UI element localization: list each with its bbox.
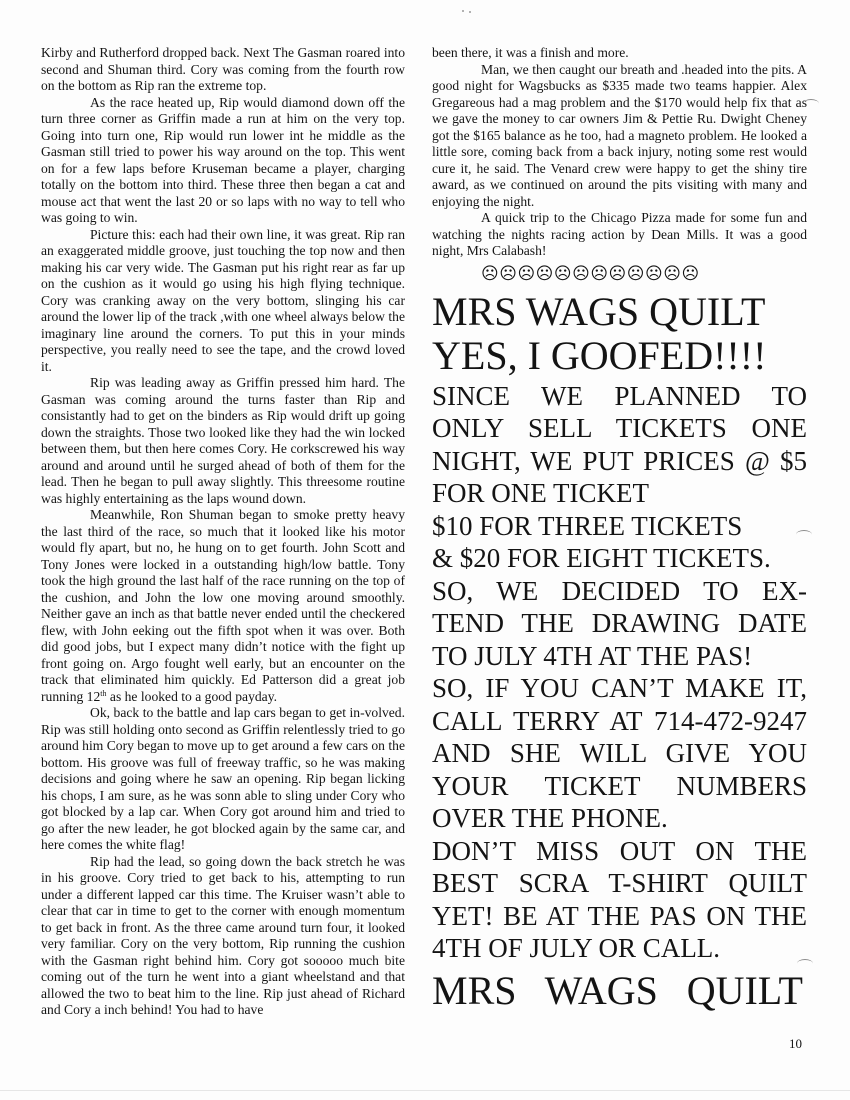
notice-line: & $20 FOR EIGHT TICKETS. <box>432 543 771 573</box>
article-paragraph: Rip was leading away as Griffin pressed him hard. The Gasman was coming around the turns faster than Rip and consistantly had to get on the binders as Rip would drift up going down the straights. Those two looked like they had the win locked between them, but then here comes Cory. He corkscrewed his way around and around until he surged ahead of both of them for the lead. Then he began to pull away slightly. This threesome routine was highly entertaining as the laps wound down. <box>41 375 405 506</box>
quilt-ticket-notice <box>432 380 807 965</box>
notice-line: YET! BE AT THE PAS ON THE <box>432 900 807 931</box>
article-paragraph <box>41 507 405 705</box>
scan-speck <box>469 11 471 13</box>
paragraph-text: as he looked to a good payday. <box>106 688 278 704</box>
ordinal-suffix: th <box>100 688 107 698</box>
paper-edge-mark <box>796 530 812 539</box>
quilt-headline: MRS WAGS QUILT <box>432 288 766 334</box>
notice-line: TEND THE DRAWING DATE <box>432 608 807 638</box>
notice-line: DON’T MISS OUT ON THE <box>432 835 807 866</box>
notice-line: SO, WE DECIDED TO EX- <box>432 575 807 606</box>
paragraph-text: Meanwhile, Ron Shuman began to smoke pretty heavy the last third of the race, so much that it looked like his motor would fly apart, but no, he hung on to get fourth. John Scott and Tony Jones were locked in a outstanding high/low battle. Tony took the high ground the last half of the race running on the top of the cushion, and John the low one moving around smoothly. Neither gave an inch as that battle never ended until the checkered flew, with John eeking out the fifth spot when it was over. Both did good jobs, but I expect many didn’t notice with the fight up front going on. Argo fought well early, but an encounter on the track that eliminated him quickly. Ed Patterson did a great job running 12 <box>41 507 405 704</box>
frowning-face-icon-row: ☹☹☹☹☹☹☹☹☹☹☹☹ <box>481 263 700 284</box>
notice-line: BEST SCRA T-SHIRT QUILT <box>432 868 807 898</box>
left-article-column <box>41 45 405 1019</box>
notice-line: SO, IF YOU CAN’T MAKE IT, <box>432 673 807 703</box>
article-paragraph: Rip had the lead, so going down the back stretch he was in his groove. Cory tried to get back to his, attempting to run under a different lapped car this time. The Kruiser wasn’t able to clear that car in time to get to the corner with enough momentum to get back in front. As the three came around turn four, it looked very familiar. Cory on the very bottom, Rip running the cushion with the Gasman right behind him. Cory got sooooo much bite coming out of the turn he went into a giant wheelstand and that allowed the two to beat him to the line. Rip just ahead of Richard and Cory a inch behind! You had to have <box>41 853 405 1017</box>
article-paragraph: A quick trip to the Chicago Pizza made for some fun and watching the nights racing action by Dean Mills. It was a good night, Mrs Calabash! <box>432 210 807 258</box>
notice-line: TO JULY 4TH AT THE PAS! <box>432 640 753 671</box>
article-paragraph: Ok, back to the battle and lap cars began to get in-volved. Rip was still holding onto second as Griffin relentlessly tried to go around him Cory began to move up to get around a few cars on the bottom. His groove was full of freeway traffic, so he was making decisions and going where he saw an opening. Rip began licking his chops, I am sure, as he was sonn able to sling under Cory who got blocked by a lap car. When Cory got around him and tried to go after the new leader, he got blocked again by the same car, and here comes the white flag! <box>41 705 405 852</box>
notice-line: YOUR TICKET NUMBERS <box>432 770 807 801</box>
quilt-footer-headline: MRS WAGS QUILT <box>432 967 803 1013</box>
notice-line: AND SHE WILL GIVE YOU <box>432 738 807 768</box>
notice-line: 4TH OF JULY OR CALL. <box>432 933 721 963</box>
notice-line-phone: CALL TERRY AT 714-472-9247 <box>432 705 807 736</box>
notice-line: NIGHT, WE PUT PRICES @ $5 <box>432 445 807 476</box>
article-paragraph: Kirby and Rutherford dropped back. Next The Gasman roared into second and Shuman third. Cory was coming from the fourth row on the bottom as Rip ran the extreme top. <box>41 45 405 93</box>
notice-line: SINCE WE PLANNED TO <box>432 380 807 411</box>
article-paragraph: Picture this: each had their own line, it was great. Rip ran an exaggerated middle groove, just touching the top now and then making his car very wide. The Gasman put his right rear as far up on the cushion as it would go using his high flying technique. Cory was cranking away on the very bottom, slinging his car around the lower lip of the track ,with one wheel always below the imaginary line around the corners. To put this in your minds perspective, you really need to see the tape, and the crowd loved it. <box>41 226 405 374</box>
scan-speck <box>462 10 464 12</box>
article-paragraph: Man, we then caught our breath and .headed into the pits. A good night for Wagsbucks as $335 made two teams happier. Alex Gregareous had a mag problem and the $170 would help fix that as we gave the money to car owners Jim & Pettie Ru. Dwight Cheney got the $165 balance as he too, had a magneto problem. He looked a little sore, coming back from a back injury, noting some rest would cure it, he said. The Venard crew were happy to get the shiny tire award, as we continued on around the pits visiting with many and enjoying the night. <box>432 61 807 209</box>
paper-edge-mark <box>797 959 813 968</box>
page-number: 10 <box>789 1036 802 1051</box>
notice-line: ONLY SELL TICKETS ONE <box>432 413 807 443</box>
notice-line: OVER THE PHONE. <box>432 803 668 833</box>
article-paragraph: been there, it was a finish and more. <box>432 45 629 60</box>
goofed-headline: YES, I GOOFED!!!! <box>432 332 767 378</box>
scan-edge-line <box>0 1090 850 1091</box>
notice-line: $10 FOR THREE TICKETS <box>432 510 743 541</box>
paper-edge-mark <box>803 99 819 108</box>
right-article-column <box>432 45 807 1013</box>
article-paragraph: As the race heated up, Rip would diamond down off the turn three corner as Griffin made a run at him on the very top. Going into turn one, Rip would run lower int he middle as the Gasman still tried to power his way around on the top. This went on for a few laps before Kruseman became a player, charging totally on the bottom into third. These three then began a cat and mouse act that went the last 20 or so laps with no way to tell who was going to win. <box>41 94 405 225</box>
notice-line: FOR ONE TICKET <box>432 478 650 508</box>
